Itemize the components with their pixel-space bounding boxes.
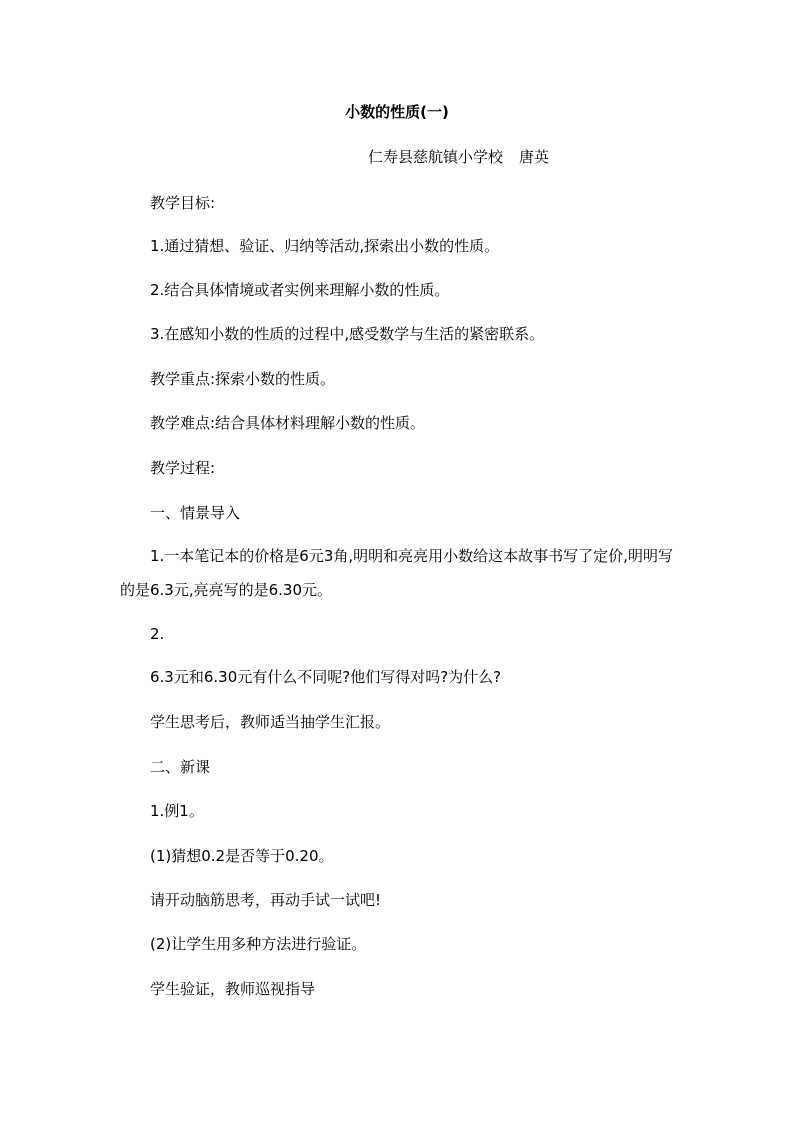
- example-1-label: 1.例1。: [150, 802, 204, 820]
- intro-paragraph: 1.一本笔记本的价格是6元3角,明明和亮亮用小数给这本故事书写了定价,明明写的是6.3元,亮亮写的是6.30元。: [120, 547, 673, 599]
- document-title: 小数的性质(一): [345, 103, 449, 121]
- section-2-heading: 二、新课: [150, 758, 211, 776]
- question-paragraph: 6.3元和6.30元有什么不同呢?他们写得对吗?为什么?: [150, 668, 502, 686]
- teaching-objectives-heading: 教学目标:: [150, 194, 216, 212]
- teaching-process-heading: 教学过程:: [150, 459, 216, 477]
- student-report-paragraph: 学生思考后，教师适当抽学生汇报。: [150, 713, 391, 731]
- item-2-label: 2.: [150, 625, 165, 643]
- author-line: [368, 147, 549, 167]
- author-name: 唐英: [519, 148, 550, 166]
- objective-1: 1.通过猜想、验证、归纳等活动,探索出小数的性质。: [150, 237, 500, 255]
- guidance-paragraph: 学生验证，教师巡视指导: [150, 980, 316, 998]
- objective-2: 2.结合具体情境或者实例来理解小数的性质。: [150, 281, 450, 299]
- section-1-heading: 一、情景导入: [150, 504, 241, 522]
- teaching-key-point: 教学重点:探索小数的性质。: [150, 370, 336, 388]
- guess-paragraph: (1)猜想0.2是否等于0.20。: [150, 847, 334, 865]
- think-paragraph: 请开动脑筋思考，再动手试一试吧!: [150, 891, 382, 909]
- teaching-difficulty: 教学难点:结合具体材料理解小数的性质。: [150, 414, 426, 432]
- author-school: 仁寿县慈航镇小学校: [368, 148, 504, 166]
- objective-3: 3.在感知小数的性质的过程中,感受数学与生活的紧密联系。: [150, 325, 545, 343]
- verify-paragraph: (2)让学生用多种方法进行验证。: [150, 935, 367, 953]
